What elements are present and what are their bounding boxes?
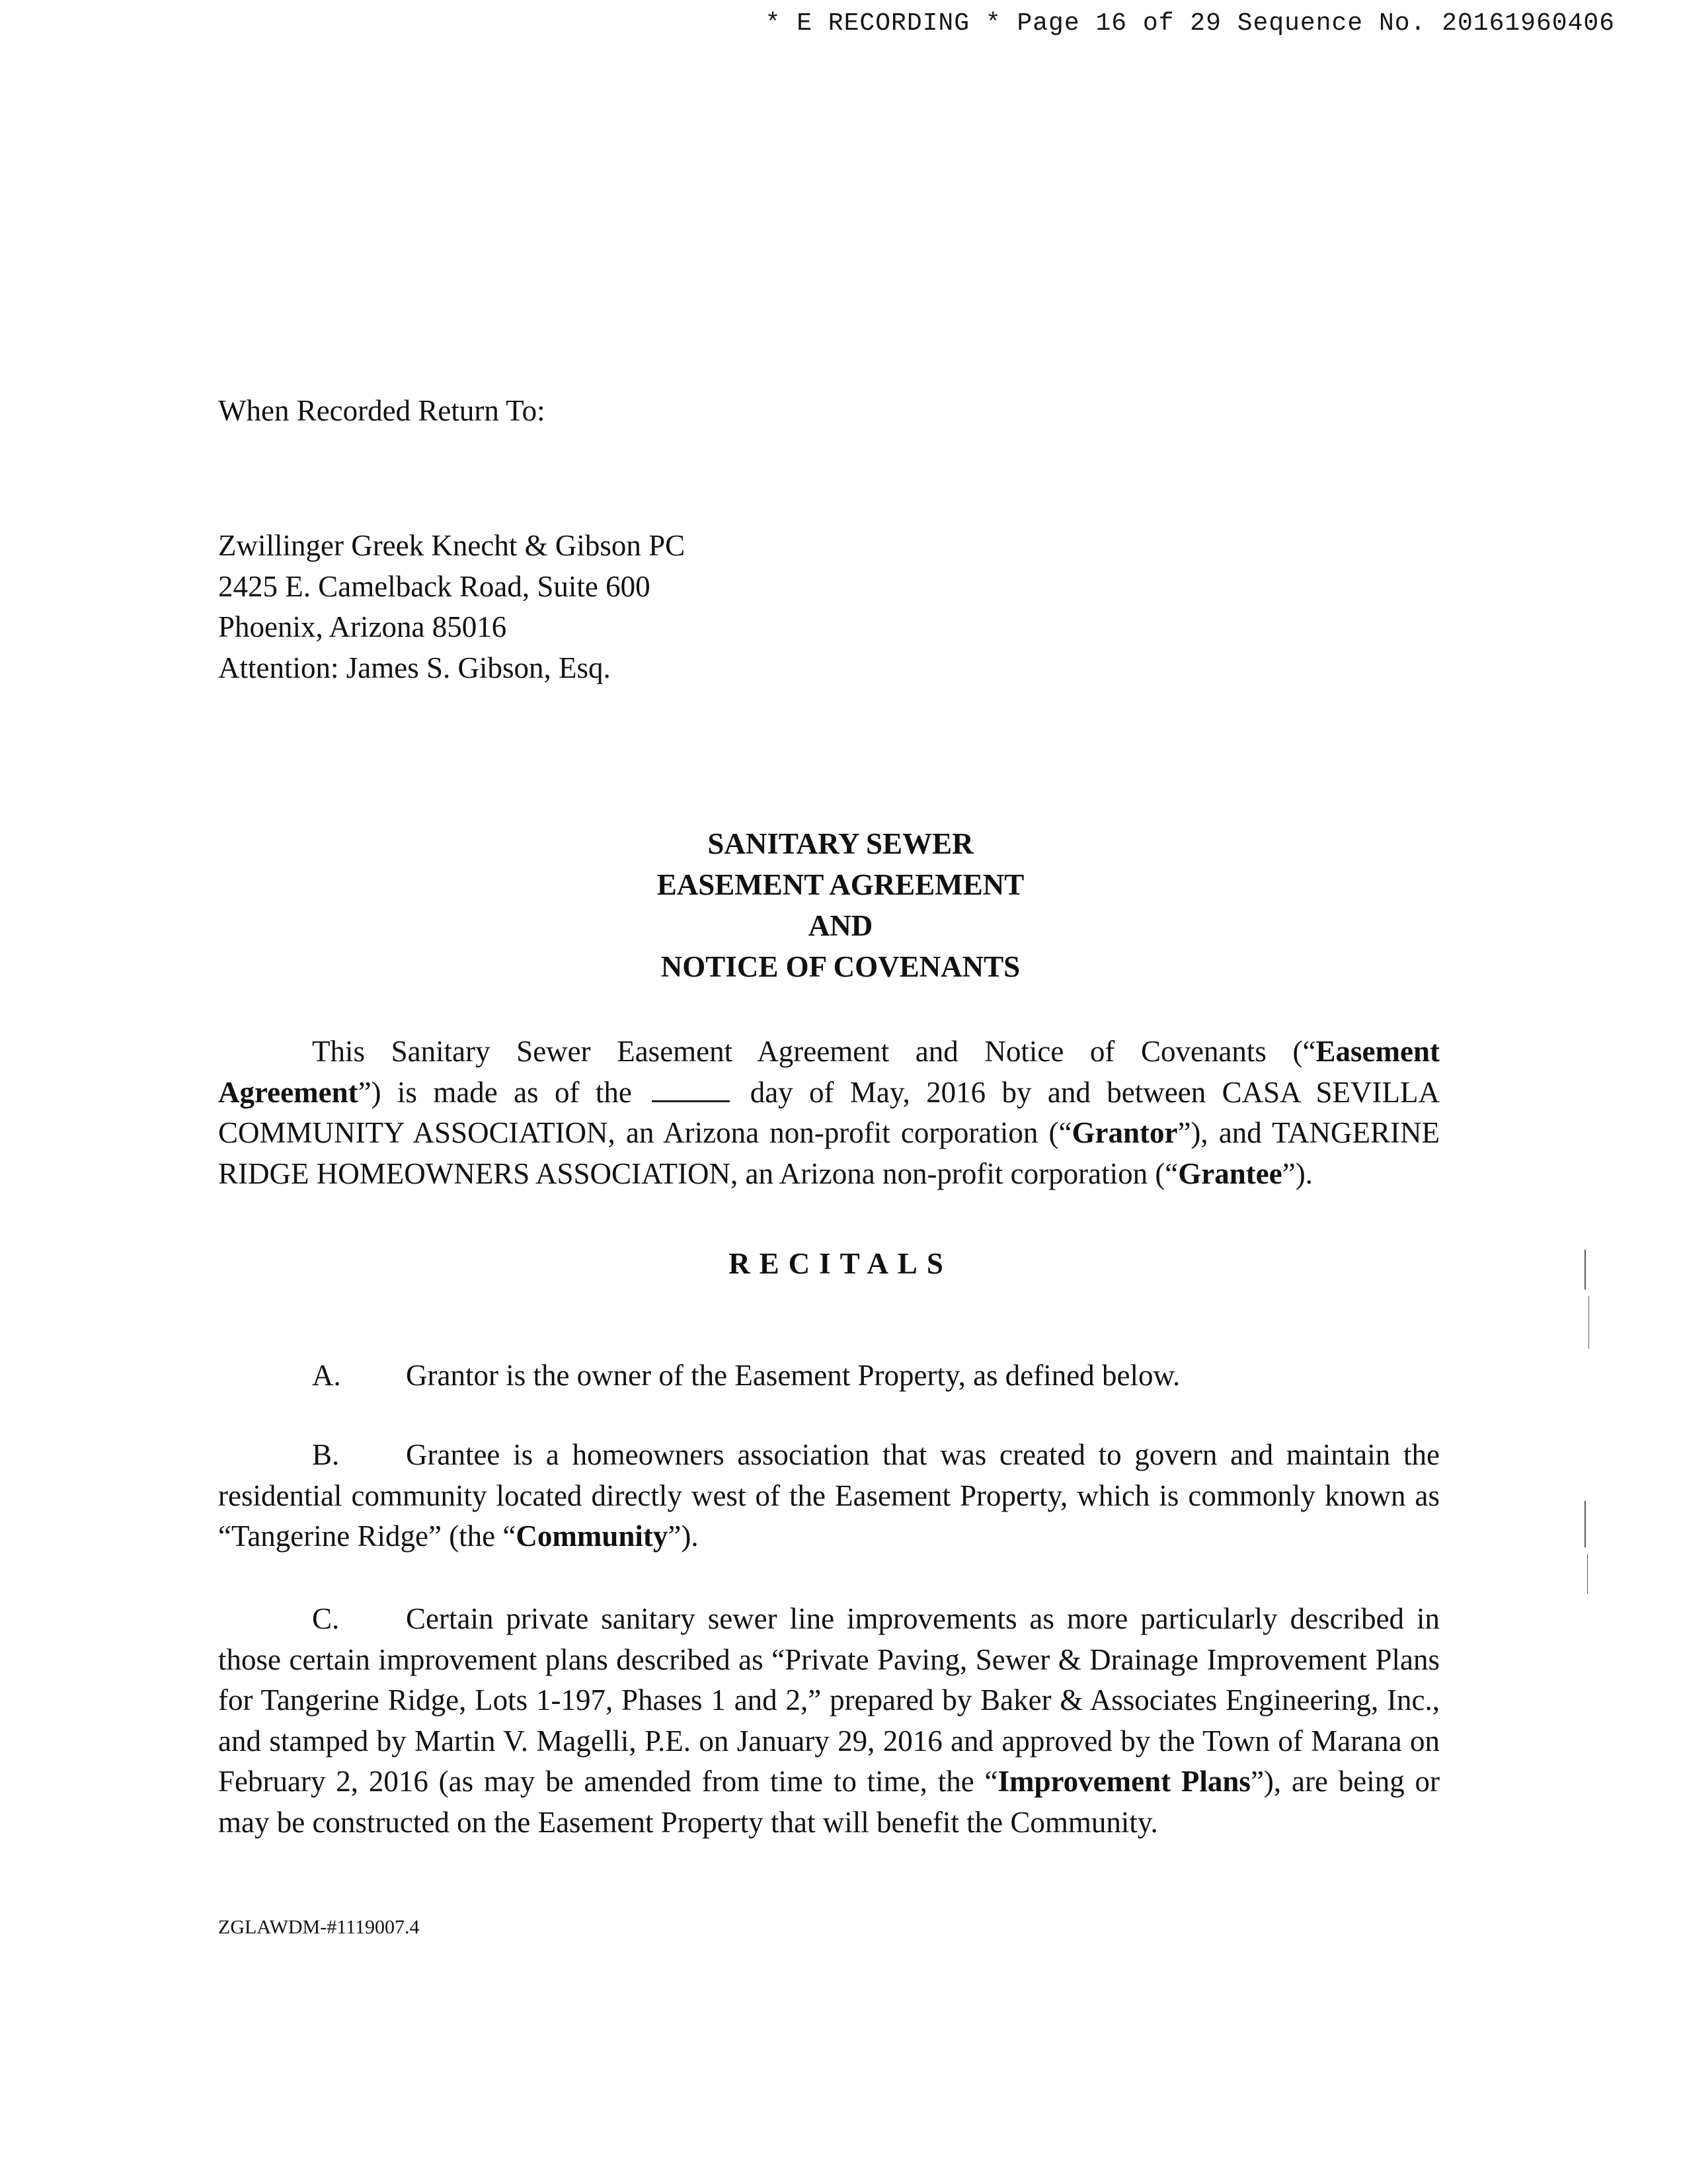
intro-text-4: ”), and TANGERINE RIDGE HOMEOWNERS ASSOCIATION, an Arizona non-profit corporation (“ <box>218 1116 1440 1190</box>
recitals-heading: RECITALS <box>728 1247 953 1280</box>
scan-artifact <box>1584 1250 1586 1289</box>
term-easement-agreement: Easement Agreement <box>218 1035 1440 1109</box>
title-line-1: SANITARY SEWER <box>707 827 974 860</box>
recital-c-text-2: ”), are being or may be constructed on the Easement Property that will benefit the Community. <box>218 1765 1440 1839</box>
term-grantor: Grantor <box>1072 1116 1178 1149</box>
recital-c-letter: C. <box>312 1602 340 1635</box>
scan-artifact <box>1584 1501 1586 1547</box>
term-grantee: Grantee <box>1178 1156 1282 1190</box>
recording-header: * E RECORDING * Page 16 of 29 Sequence No. 20161960406 <box>765 9 1615 38</box>
address-line-attention: Attention: James S. Gibson, Esq. <box>218 651 611 684</box>
intro-text-3: day of May, 2016 by and between CASA SEVILLA COMMUNITY ASSOCIATION, an Arizona non-profit corporation (“ <box>218 1075 1440 1149</box>
document-id-footer: ZGLAWDM-#1119007.4 <box>218 1916 420 1938</box>
title-line-4: NOTICE OF COVENANTS <box>660 950 1021 983</box>
date-blank-line <box>652 1076 730 1102</box>
title-line-3: AND <box>808 909 873 942</box>
term-improvement-plans: Improvement Plans <box>997 1765 1251 1798</box>
recital-a <box>218 1355 1440 1396</box>
intro-text-2: ”) is made as of the <box>358 1075 632 1109</box>
scan-artifact <box>1587 1554 1588 1594</box>
address-line-city: Phoenix, Arizona 85016 <box>218 610 507 643</box>
intro-paragraph <box>218 1031 1440 1194</box>
recital-c-text-1: Certain private sanitary sewer line improvements as more particularly described in those certain improvement plans described as “Private Paving, Sewer & Drainage Improvement Plans for Tangerine Ridge, Lots 1-197, Phases 1 and 2,” prepared by Baker & Associates Engineering, Inc., and stamped by Martin V. Magelli, P.E. on January 29, 2016 and approved by the Town of Marana on February 2, 2016 (as may be amended from time to time, the “ <box>218 1602 1440 1798</box>
document-title <box>0 823 1681 987</box>
intro-text-5: ”). <box>1282 1156 1313 1190</box>
scan-artifact <box>1588 1296 1589 1349</box>
intro-text-1: This Sanitary Sewer Easement Agreement and Notice of Covenants (“ <box>312 1035 1316 1068</box>
recital-a-text: Grantor is the owner of the Easement Property, as defined below. <box>406 1359 1181 1392</box>
return-address <box>218 526 685 688</box>
title-line-2: EASEMENT AGREEMENT <box>656 868 1025 901</box>
recital-b-letter: B. <box>312 1438 340 1471</box>
term-community: Community <box>516 1519 668 1553</box>
recital-b-text-2: ”). <box>668 1519 699 1553</box>
recital-b <box>218 1435 1440 1557</box>
return-to-label: When Recorded Return To: <box>218 394 545 427</box>
recital-b-text-1: Grantee is a homeowners association that was created to govern and maintain the residential community located directly west of the Easement Property, which is commonly known as “Tangerine Ridge” (the “ <box>218 1438 1440 1553</box>
recital-c <box>218 1599 1440 1843</box>
address-line-street: 2425 E. Camelback Road, Suite 600 <box>218 569 650 603</box>
recital-a-letter: A. <box>312 1359 341 1392</box>
address-line-firm: Zwillinger Greek Knecht & Gibson PC <box>218 529 685 562</box>
